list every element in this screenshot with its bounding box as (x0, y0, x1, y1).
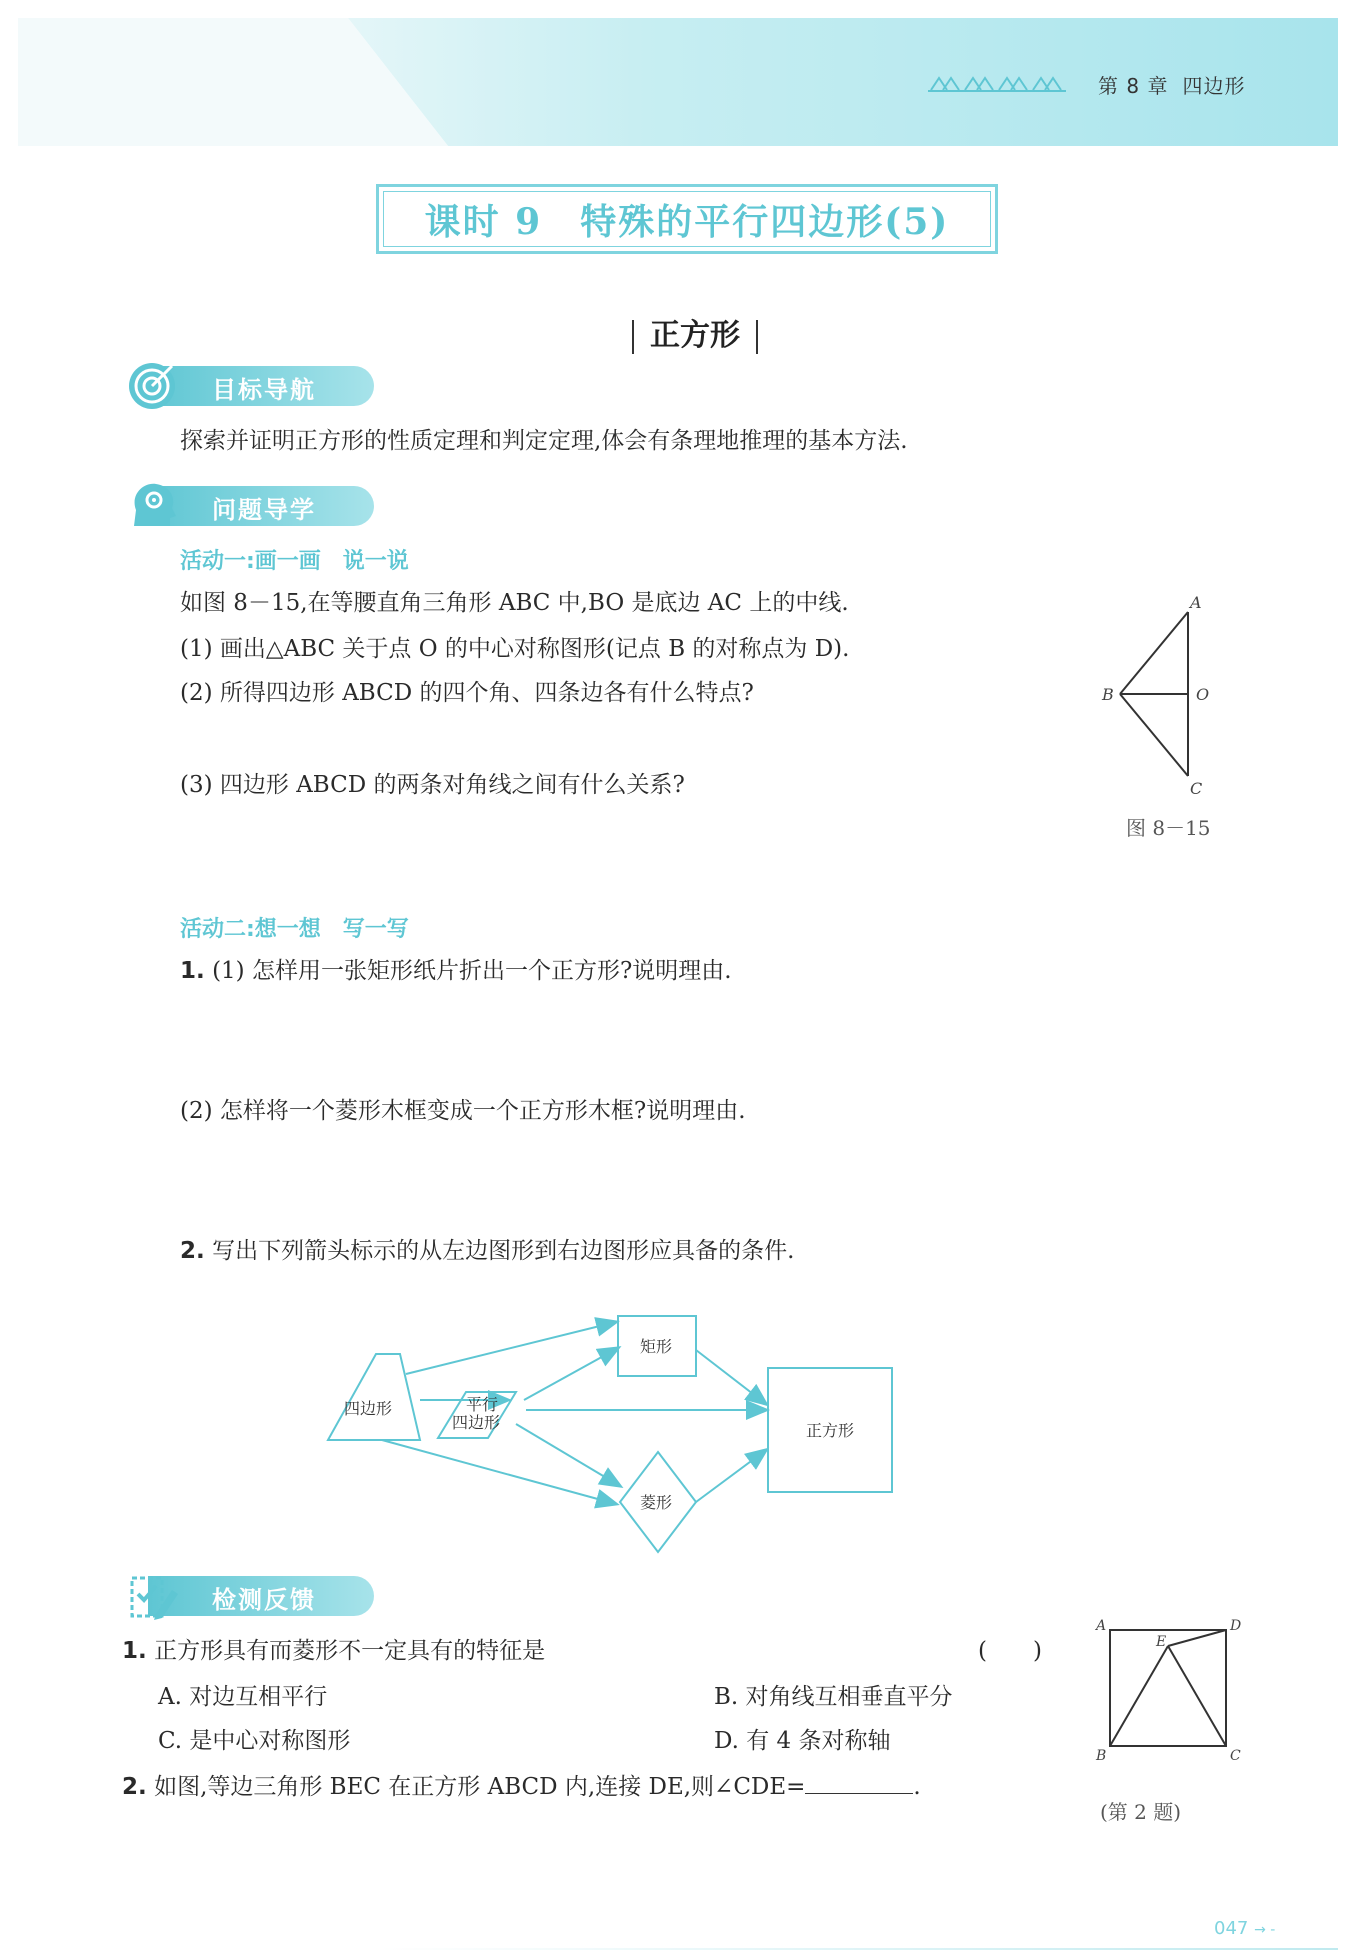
activity-1-title: 活动一:画一画 说一说 (180, 549, 409, 574)
chapter-label (1098, 70, 1245, 99)
head-gear-icon (126, 480, 182, 532)
fig2-label-A: A (1096, 1618, 1107, 1634)
label-B: B (1102, 685, 1114, 704)
node-rhombus: 菱形 (640, 1493, 673, 1512)
option-c-letter: C. (158, 1728, 183, 1754)
answer-blank[interactable] (805, 1774, 913, 1794)
page-number-text: 047 (1214, 1918, 1249, 1939)
feedback-q1 (122, 1632, 545, 1665)
goal-text: 探索并证明正方形的性质定理和判定定理,体会有条理地推理的基本方法. (180, 428, 908, 454)
option-c-text: 是中心对称图形 (189, 1728, 351, 1754)
header-band (18, 18, 1338, 146)
activity-2-q2 (180, 1232, 794, 1265)
textbook-page (18, 18, 1338, 1950)
feedback-q2-period: . (913, 1774, 921, 1800)
node-parallelogram-line1: 平行 (466, 1395, 499, 1414)
label-A: A (1190, 593, 1202, 612)
lesson-title-box (376, 184, 998, 254)
arrow-rhombus-to-square (696, 1450, 766, 1502)
option-d-text: 有 4 条对称轴 (746, 1728, 891, 1754)
lesson-title: 课时 9 特殊的平行四边形(5) (383, 191, 991, 247)
lesson-subtitle (610, 310, 780, 354)
feedback-q1-number: 1. (122, 1638, 147, 1664)
arrow-para-to-rhombus (516, 1424, 620, 1486)
option-d (714, 1722, 891, 1755)
target-icon (126, 360, 182, 412)
option-b-text: 对角线互相垂直平分 (745, 1684, 953, 1710)
subtitle-bar-left (632, 320, 634, 354)
activity-2-q2-number: 2. (180, 1238, 205, 1264)
section-feedback (126, 1572, 374, 1620)
checklist-pen-icon (126, 1570, 182, 1622)
node-square: 正方形 (806, 1421, 855, 1440)
feedback-q2-text: 如图,等边三角形 BEC 在正方形 ABCD 内,连接 DE,则∠CDE= (154, 1774, 806, 1800)
activity-1-q2: (2) 所得四边形 ABCD 的四个角、四条边各有什么特点? (180, 680, 754, 706)
activity-2-q1a-text: (1) 怎样用一张矩形纸片折出一个正方形?说明理由. (212, 958, 732, 984)
option-c (158, 1722, 350, 1755)
section-guide-label: 问题导学 (212, 496, 316, 524)
option-a-letter: A. (158, 1684, 182, 1710)
square-bec-figure (1088, 1616, 1258, 1792)
option-d-letter: D. (714, 1728, 739, 1754)
node-quadrilateral: 四边形 (344, 1399, 393, 1418)
label-O: O (1196, 685, 1210, 704)
activity-2-q1b: (2) 怎样将一个菱形木框变成一个正方形木框?说明理由. (180, 1098, 746, 1124)
activity-2-q2-text: 写出下列箭头标示的从左边图形到右边图形应具备的条件. (212, 1238, 795, 1264)
page-number: 047 → - (1214, 1918, 1276, 1939)
fig2-label-E: E (1156, 1634, 1167, 1650)
figure-8-15 (1098, 590, 1238, 800)
subtitle-text: 正方形 (650, 318, 740, 353)
option-a-text: 对边互相平行 (189, 1684, 328, 1710)
fig2-label-D: D (1230, 1618, 1242, 1634)
activity-2-title: 活动二:想一想 写一写 (180, 917, 409, 942)
quadrilateral-shape (328, 1354, 420, 1440)
activity-1-q1: (1) 画出△ABC 关于点 O 的中心对称图形(记点 B 的对称点为 D). (180, 636, 850, 662)
arrow-rect-to-square (696, 1350, 766, 1404)
feedback-q2 (122, 1768, 921, 1801)
feedback-q1-answer-paren: ( ) (978, 1638, 1042, 1664)
activity-2-q1-number: 1. (180, 958, 205, 984)
subtitle-bar-right (756, 320, 758, 354)
section-goal (126, 362, 374, 410)
activity-1-intro: 如图 8－15,在等腰直角三角形 ABC 中,BO 是底边 AC 上的中线. (180, 590, 849, 616)
arrow-quad-to-rhombus (382, 1440, 616, 1504)
quadrilateral-flow-diagram (298, 1290, 1098, 1570)
figure-8-15-caption: 图 8－15 (1126, 816, 1211, 840)
section-guide (126, 482, 374, 530)
node-rectangle: 矩形 (640, 1337, 673, 1356)
square-bec-figure-caption: (第 2 题) (1100, 1800, 1182, 1824)
option-b (714, 1678, 953, 1711)
chapter-name: 四边形 (1182, 74, 1246, 98)
fig2-label-B: B (1096, 1748, 1107, 1764)
fig2-label-C: C (1230, 1748, 1241, 1764)
activity-1-q3: (3) 四边形 ABCD 的两条对角线之间有什么关系? (180, 772, 685, 798)
activity-2-q1a (180, 952, 732, 985)
feedback-q1-text: 正方形具有而菱形不一定具有的特征是 (154, 1638, 546, 1664)
section-feedback-label: 检测反馈 (212, 1586, 316, 1614)
section-goal-label: 目标导航 (212, 376, 316, 404)
label-C: C (1190, 779, 1203, 798)
option-b-letter: B. (714, 1684, 739, 1710)
option-a (158, 1678, 327, 1711)
arrow-para-to-rect (524, 1348, 618, 1400)
node-parallelogram-line2: 四边形 (452, 1413, 501, 1432)
feedback-q2-number: 2. (122, 1774, 147, 1800)
chapter-number: 第 8 章 (1098, 74, 1169, 98)
